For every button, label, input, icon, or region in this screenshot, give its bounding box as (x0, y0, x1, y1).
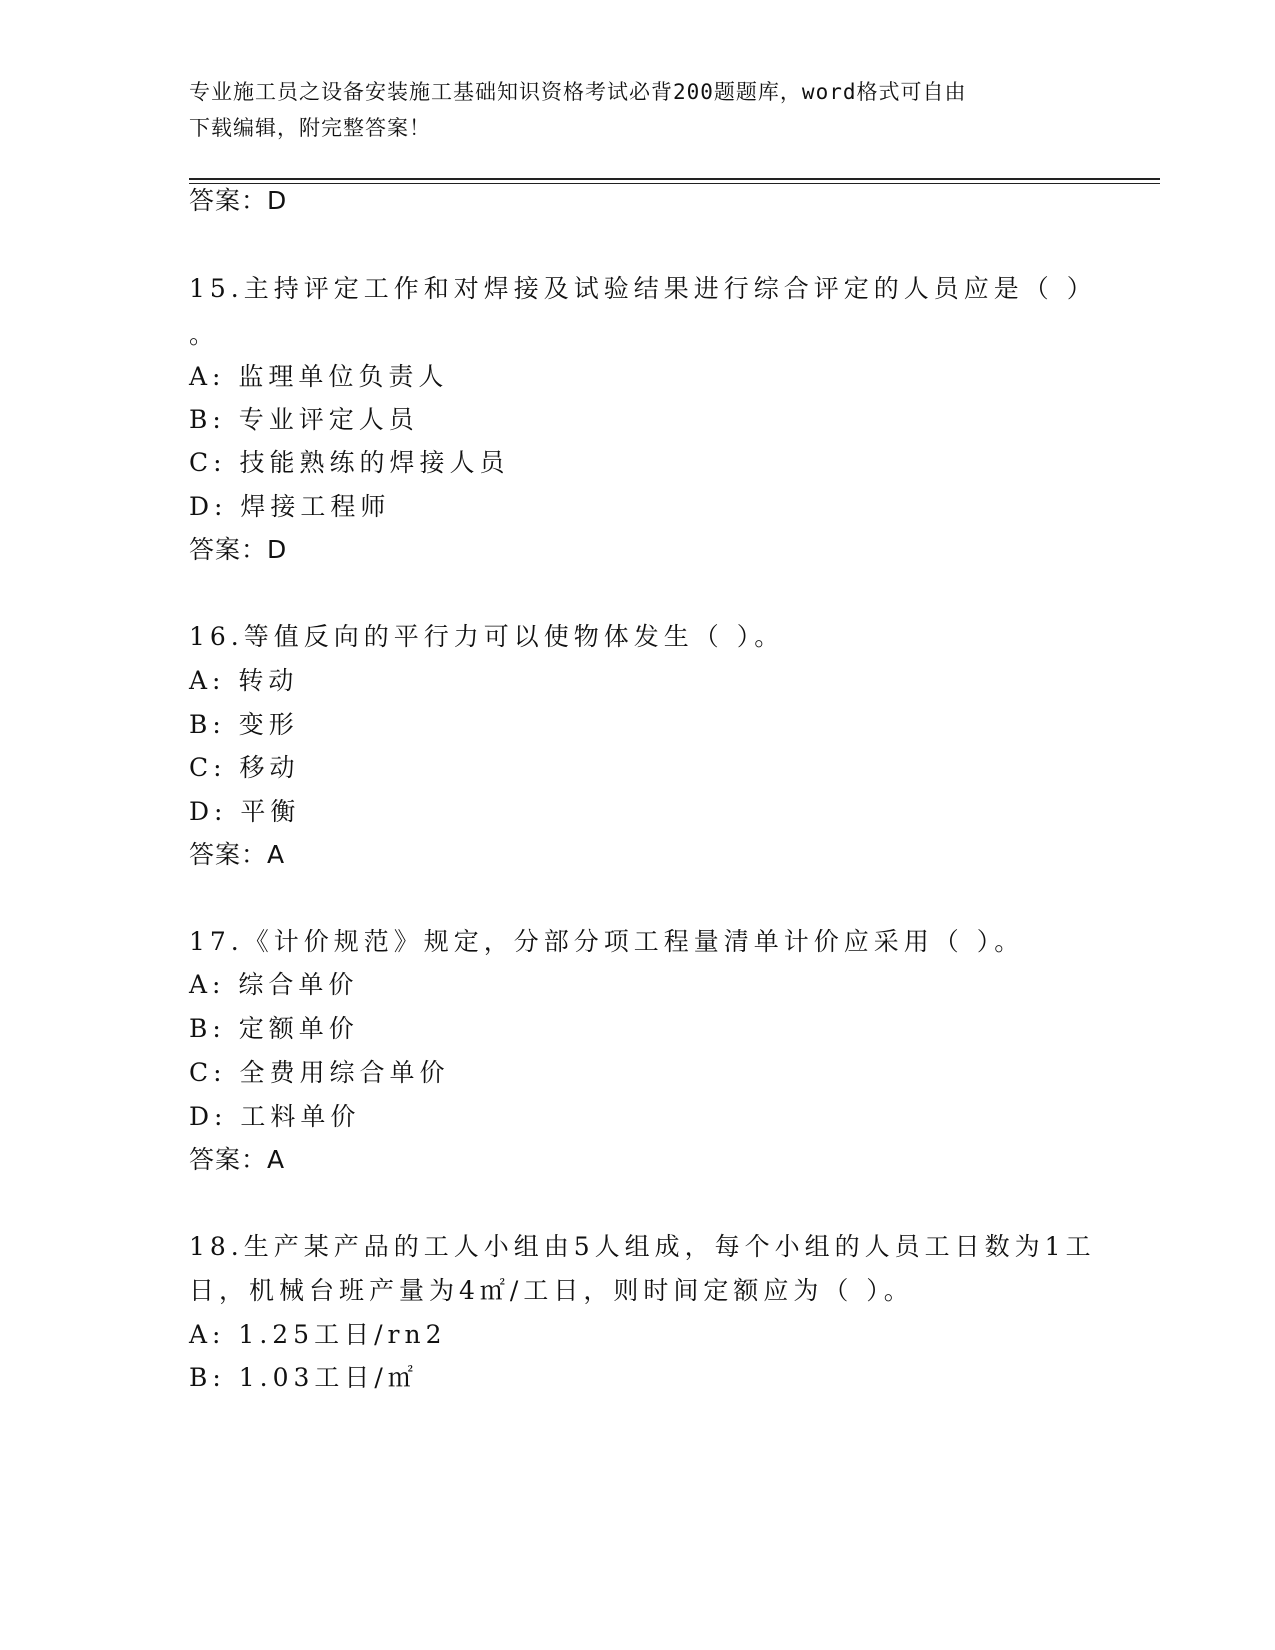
answer: 答案：A (189, 1145, 286, 1174)
option-b: B: 专业评定人员 (189, 405, 419, 434)
question-stem-continued: 日，机械台班产量为4㎡/工日，则时间定额应为（ ）。 (189, 1276, 914, 1305)
header-rule-thick (189, 178, 1160, 180)
option-a: A: 转动 (189, 666, 299, 695)
option-c: C: 技能熟练的焊接人员 (189, 448, 510, 477)
answer: 答案：A (189, 840, 286, 869)
option-c: C: 全费用综合单价 (189, 1058, 450, 1087)
option-b: B: 变形 (189, 710, 299, 739)
option-a: A: 综合单价 (189, 970, 359, 999)
document-header (189, 74, 1089, 146)
answer: 答案：D (189, 535, 288, 564)
option-d: D: 工料单价 (189, 1102, 361, 1131)
option-b: B: 1.03工日/㎡ (189, 1363, 418, 1392)
previous-answer: 答案：D (189, 186, 288, 215)
question-stem-continued: 。 (189, 320, 220, 349)
option-a: A: 1.25工日/rn2 (189, 1320, 447, 1349)
question-stem: 15.主持评定工作和对焊接及试验结果进行综合评定的人员应是（ ） (189, 274, 1097, 303)
option-d: D: 平衡 (189, 797, 301, 826)
option-a: A: 监理单位负责人 (189, 362, 449, 391)
question-stem: 18.生产某产品的工人小组由5人组成，每个小组的人员工日数为1工 (189, 1232, 1096, 1261)
header-rule-thin (189, 183, 1160, 184)
option-c: C: 移动 (189, 753, 300, 782)
question-stem: 16.等值反向的平行力可以使物体发生（ ）。 (189, 622, 785, 651)
question-stem: 17.《计价规范》规定，分部分项工程量清单计价应采用（ ）。 (189, 927, 1025, 956)
option-d: D: 焊接工程师 (189, 492, 391, 521)
option-b: B: 定额单价 (189, 1014, 359, 1043)
header-line-1: 专业施工员之设备安装施工基础知识资格考试必背200题题库，word格式可自由 (189, 80, 967, 104)
header-line-2: 下载编辑，附完整答案！ (189, 116, 431, 140)
